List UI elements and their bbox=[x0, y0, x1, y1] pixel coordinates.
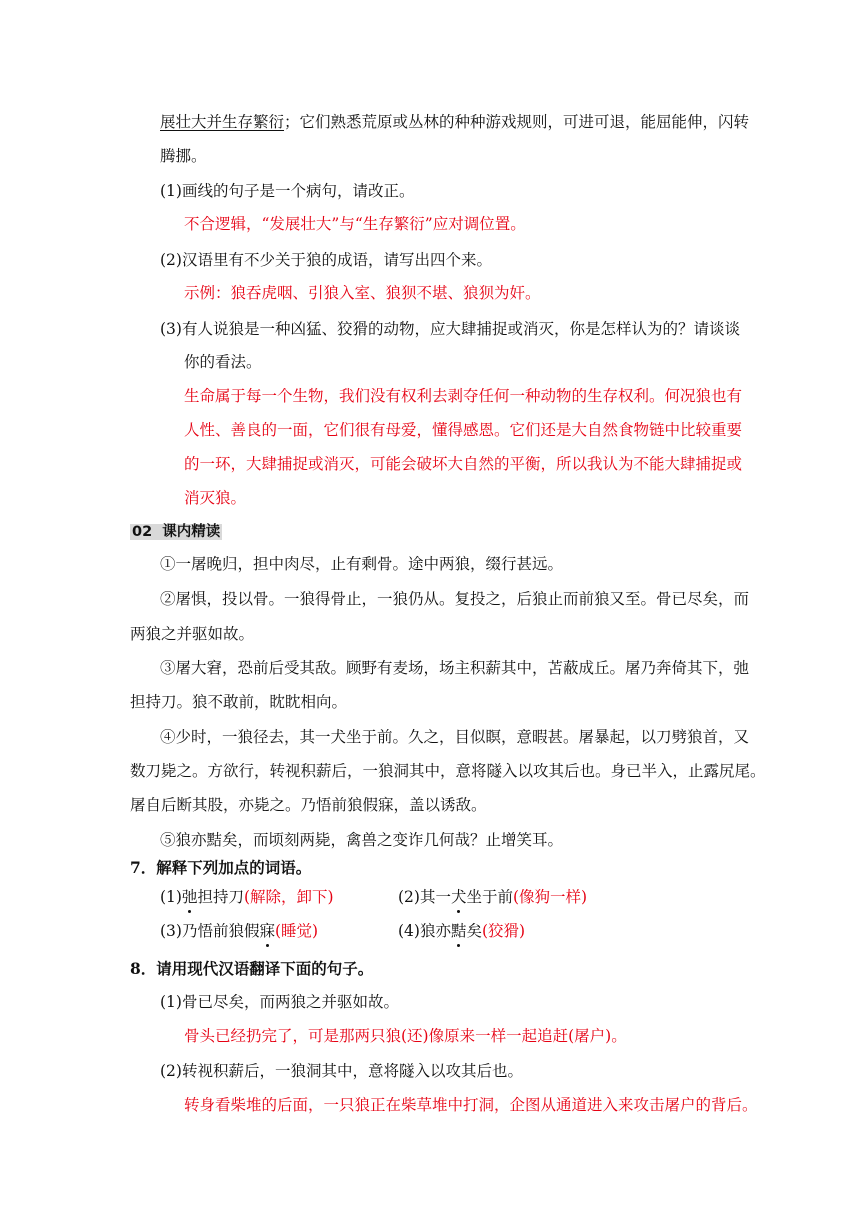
question-2: (2)汉语里有不少关于狼的成语，请写出四个来。 bbox=[160, 251, 492, 269]
passage-p2-line-1: ②屠惧，投以骨。一狼得骨止，一狼仍从。复投之，后狼止而前狼又至。骨已尽矣，而 bbox=[160, 590, 750, 608]
q7-item-4-suffix: 矣 bbox=[466, 922, 482, 940]
dotted-word: 犬 bbox=[450, 888, 467, 906]
q8-sentence-1: (1)骨已尽矣，而两狼之并驱如故。 bbox=[160, 993, 399, 1011]
question-1: (1)画线的句子是一个病句，请改正。 bbox=[160, 182, 415, 200]
underlined-sentence: 展壮大并生存繁衍 bbox=[160, 113, 285, 131]
section-number: 02 bbox=[132, 524, 153, 540]
dotted-word: 寐 bbox=[259, 922, 275, 940]
passage-p4-line-3: 屠自后断其股，亦毙之。乃悟前狼假寐，盖以诱敌。 bbox=[130, 796, 487, 814]
q7-item-4-answer: (狡猾) bbox=[482, 922, 526, 940]
passage-p2-line-2: 两狼之并驱如故。 bbox=[130, 625, 255, 643]
question-3-line-1: (3)有人说狼是一种凶猛、狡猾的动物，应大肆捕捉或消灭，你是怎样认为的？请谈谈 bbox=[160, 320, 740, 338]
q7-item-1-answer: (解除，卸下) bbox=[244, 888, 334, 906]
question-7-title: 7．解释下列加点的词语。 bbox=[130, 858, 312, 877]
answer-2: 示例：狼吞虎咽、引狼入室、狼狈不堪、狼狈为奸。 bbox=[184, 284, 541, 302]
dotted-word: 黠 bbox=[450, 922, 467, 940]
q7-item-3-prefix: (3)乃悟前狼假 bbox=[160, 922, 260, 940]
section-header bbox=[130, 520, 222, 543]
answer-1: 不合逻辑，“发展壮大”与“生存繁衍”应对调位置。 bbox=[184, 215, 526, 233]
answer-3-line-2: 人性、善良的一面，它们很有母爱，懂得感恩。它们还是大自然食物链中比较重要 bbox=[184, 421, 743, 439]
q7-item-1-suffix: 担持刀 bbox=[197, 888, 244, 906]
section-title: 课内精读 bbox=[162, 524, 221, 540]
intro-line-1 bbox=[160, 111, 749, 133]
q7-item-4 bbox=[398, 920, 525, 942]
question-8-title: 8．请用现代汉语翻译下面的句子。 bbox=[130, 959, 374, 978]
passage-p3-line-2: 担持刀。狼不敢前，眈眈相向。 bbox=[130, 693, 348, 711]
q8-sentence-2: (2)转视积薪后，一狼洞其中，意将隧入以攻其后也。 bbox=[160, 1062, 523, 1080]
intro-text: ；它们熟悉荒原或丛林的种种游戏规则，可进可退，能屈能伸，闪转 bbox=[284, 113, 750, 131]
q7-item-3 bbox=[160, 920, 318, 942]
q7-item-2-prefix: (2)其一 bbox=[398, 888, 451, 906]
answer-3-line-4: 消灭狼。 bbox=[184, 489, 247, 507]
q7-item-1 bbox=[160, 886, 334, 908]
q7-item-4-prefix: (4)狼亦 bbox=[398, 922, 451, 940]
q7-item-3-answer: (睡觉) bbox=[274, 922, 319, 940]
q7-item-1-prefix: (1) bbox=[160, 888, 182, 906]
passage-p5: ⑤狼亦黠矣，而顷刻两毙，禽兽之变诈几何哉？止增笑耳。 bbox=[160, 831, 564, 849]
q7-item-2-suffix: 坐于前 bbox=[466, 888, 513, 906]
passage-p4-line-2: 数刀毙之。方欲行，转视积薪后，一狼洞其中，意将隧入以攻其后也。身已半入，止露尻尾。 bbox=[130, 762, 766, 780]
answer-3-line-1: 生命属于每一个生物，我们没有权利去剥夺任何一种动物的生存权利。何况狼也有 bbox=[184, 387, 743, 405]
q8-answer-2: 转身看柴堆的后面，一只狼正在柴草堆中打洞，企图从通道进入来攻击屠户的背后。 bbox=[184, 1096, 758, 1114]
q7-item-2 bbox=[398, 886, 587, 908]
intro-line-2: 腾挪。 bbox=[160, 147, 207, 165]
answer-3-line-3: 的一环，大肆捕捉或消灭，可能会破坏大自然的平衡，所以我认为不能大肆捕捉或 bbox=[184, 455, 743, 473]
question-3-line-2: 你的看法。 bbox=[184, 353, 262, 371]
dotted-word: 弛 bbox=[181, 888, 198, 906]
passage-p1: ①一屠晚归，担中肉尽，止有剩骨。途中两狼，缀行甚远。 bbox=[160, 555, 564, 573]
q7-item-2-answer: (像狗一样) bbox=[513, 888, 588, 906]
passage-p4-line-1: ④少时，一狼径去，其一犬坐于前。久之，目似瞑，意暇甚。屠暴起，以刀劈狼首，又 bbox=[160, 728, 750, 746]
q8-answer-1: 骨头已经扔完了，可是那两只狼(还)像原来一样一起追赶(屠户)。 bbox=[184, 1027, 627, 1045]
passage-p3-line-1: ③屠大窘，恐前后受其敌。顾野有麦场，场主积薪其中，苫蔽成丘。屠乃奔倚其下，弛 bbox=[160, 659, 750, 677]
